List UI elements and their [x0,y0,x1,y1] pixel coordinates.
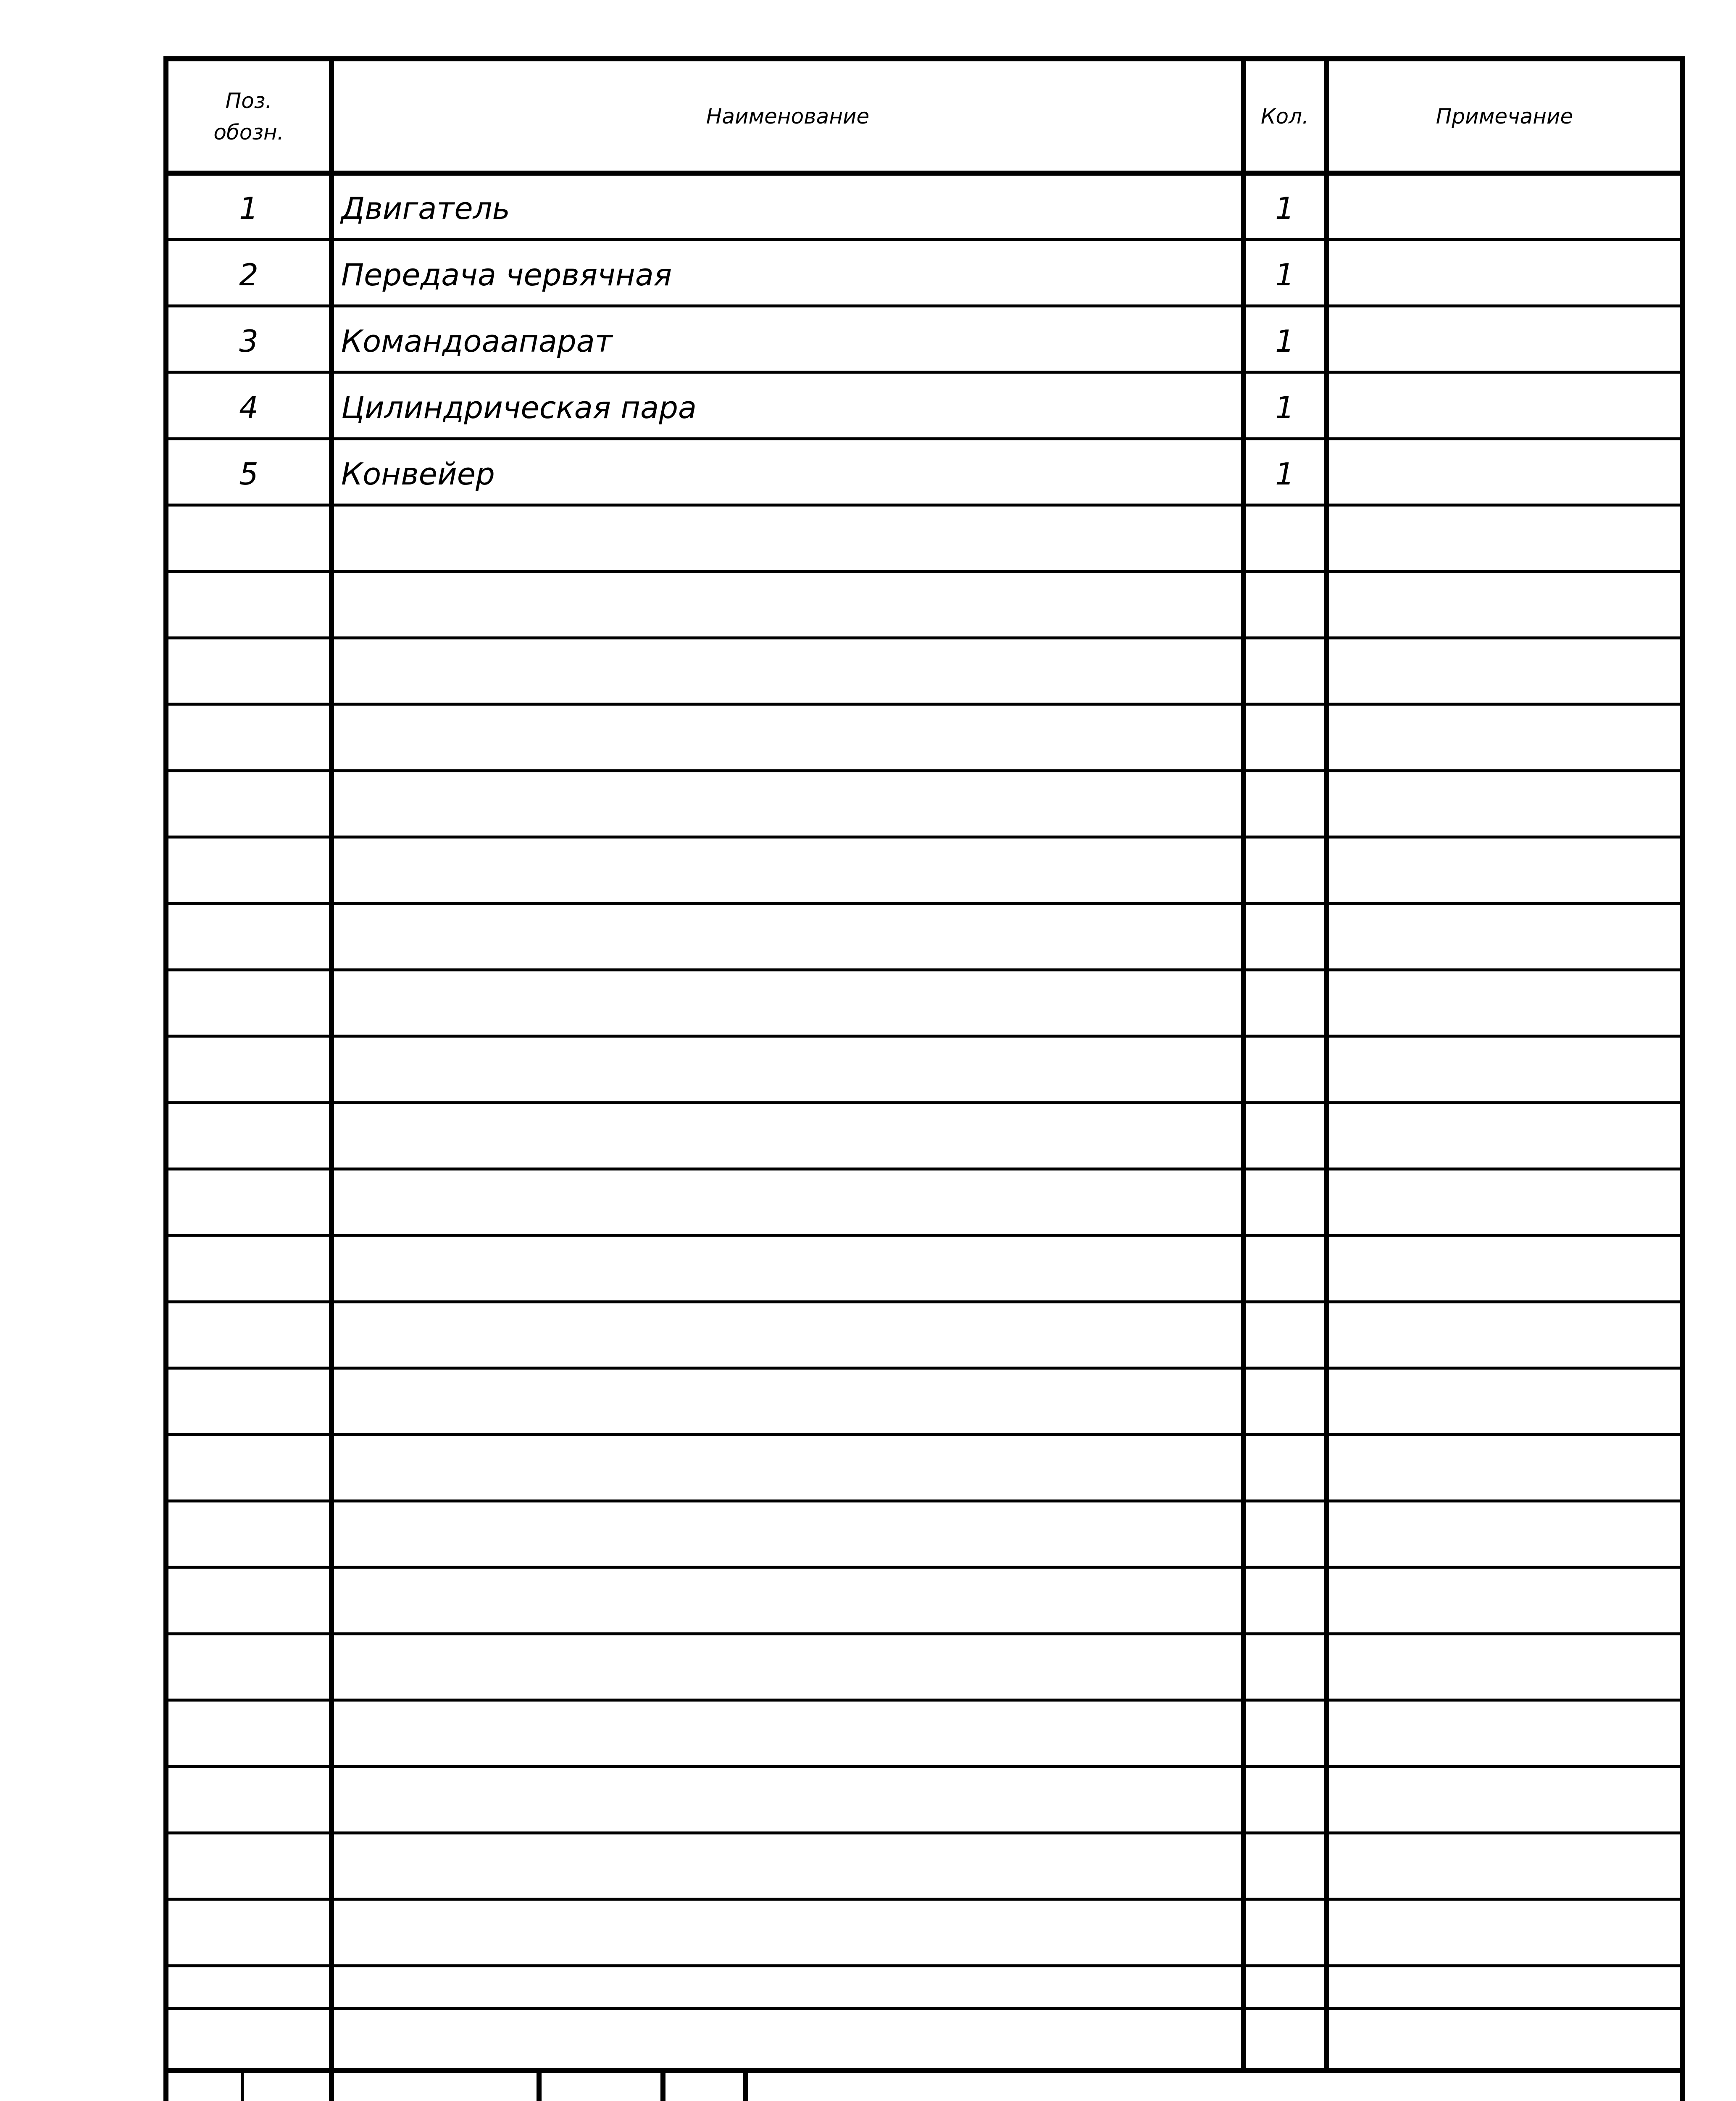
row-name: Конвейер [341,456,495,492]
row-pos: 1 [239,191,258,226]
header-pos-line1: Поз. [225,89,272,113]
row-pos: 4 [239,390,258,425]
header-qty: Кол. [1261,104,1309,129]
row-qty: 1 [1275,324,1294,359]
row-name: Передача червячная [341,257,672,292]
header-note: Примечание [1436,104,1573,129]
row-name: Двигатель [341,191,510,226]
header-pos-line2: обозн. [213,120,284,145]
row-name: Цилиндрическая пара [341,390,697,425]
row-qty: 1 [1275,456,1294,492]
row-pos: 3 [239,324,258,359]
row-qty: 1 [1275,257,1294,292]
header-name: Наименование [706,104,870,129]
row-qty: 1 [1275,191,1294,226]
row-pos: 2 [239,257,258,292]
row-pos: 5 [239,456,258,492]
row-qty: 1 [1275,390,1294,425]
row-name: Командоаапарат [341,324,613,359]
